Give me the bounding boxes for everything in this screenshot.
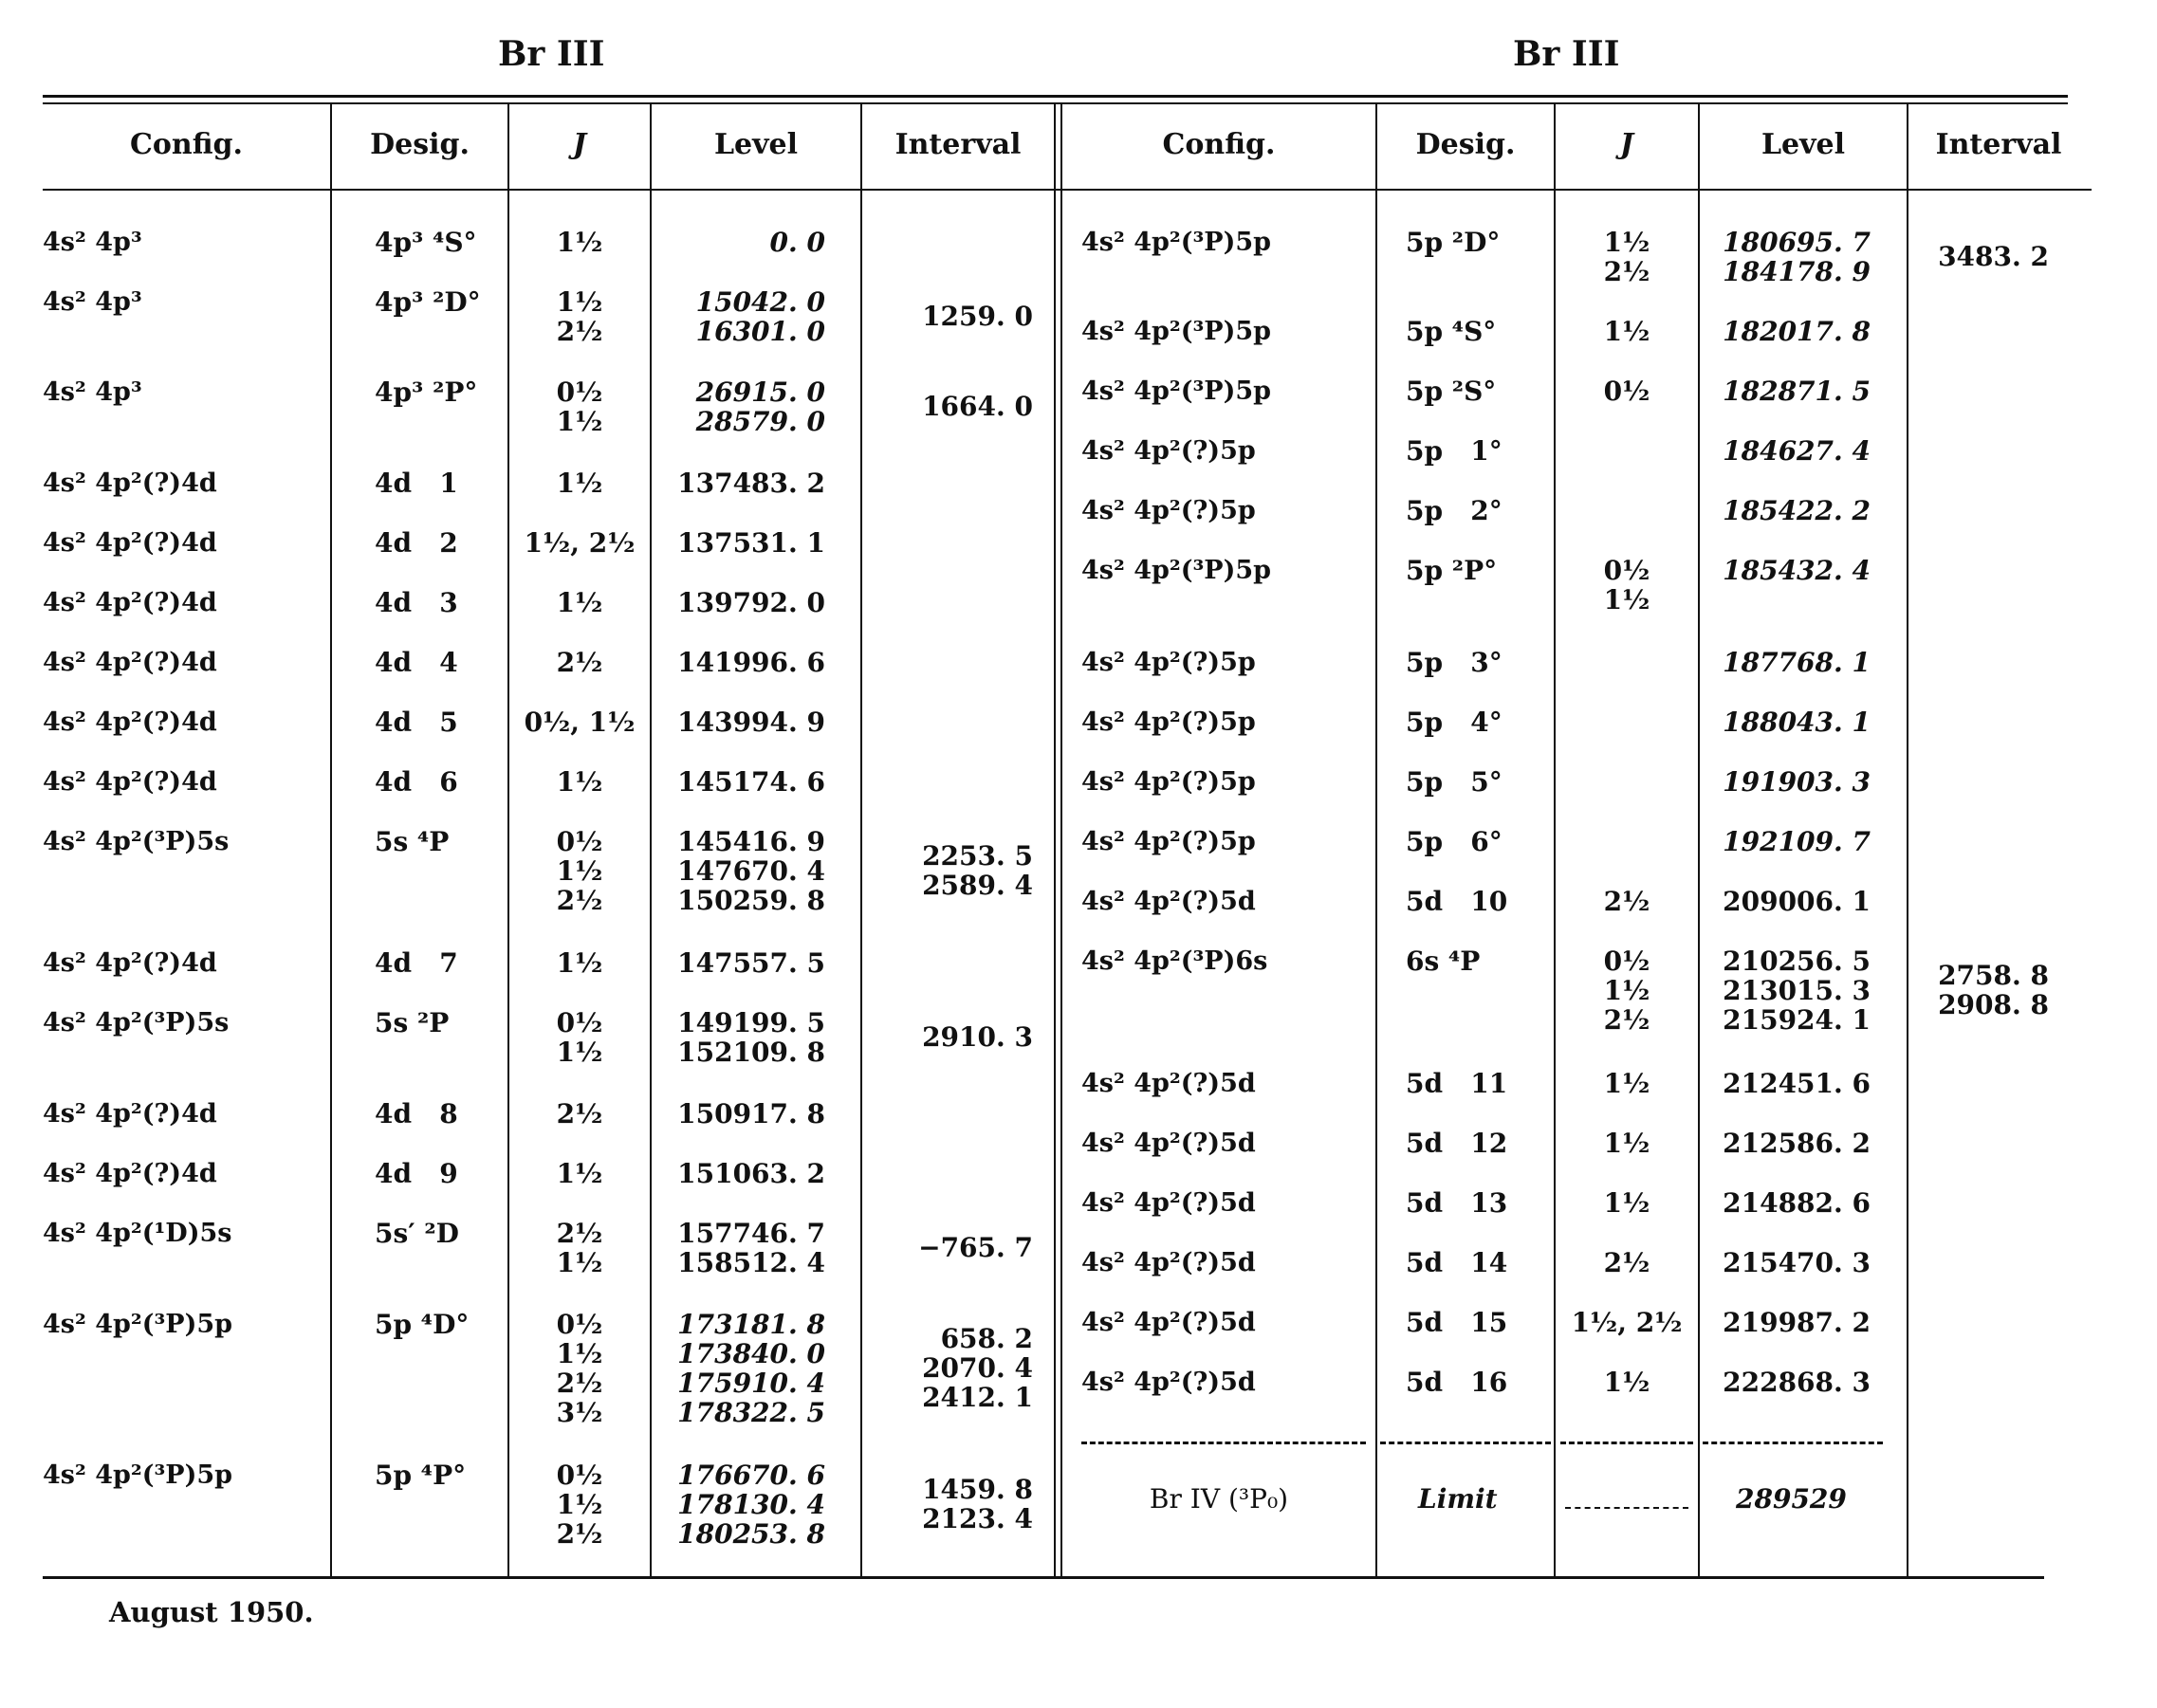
cell-j: 0½ 1½ 2½ 3½ (556, 1309, 603, 1428)
cell-level: 180695. 7 184178. 9 (1723, 227, 1871, 287)
cell-desig: 5p ⁴S° (1406, 316, 1497, 347)
cell-desig: 5p 4° (1406, 707, 1503, 738)
cell-level: 185432. 4 (1723, 555, 1871, 586)
cell-config: 4s² 4p²(?)4d (43, 648, 217, 677)
cell-j: 1½ 2½ (1603, 227, 1650, 287)
column-divider (1907, 104, 1908, 1576)
cell-desig: 4d 9 (375, 1158, 458, 1189)
cell-config: 4s² 4p²(?)5p (1081, 767, 1256, 797)
cell-level: 209006. 1 (1723, 886, 1871, 917)
column-divider (330, 104, 332, 1576)
footer-date: August 1950. (109, 1596, 314, 1628)
cell-config: 4s² 4p²(³P)5p (43, 1460, 233, 1490)
cell-desig: 4p³ ²D° (375, 286, 481, 318)
cell-desig: 5d 15 (1406, 1307, 1508, 1338)
cell-desig: 5s ⁴P (375, 826, 450, 857)
cell-desig: 4p³ ⁴S° (375, 227, 477, 258)
cell-j: 1½, 2½ (1571, 1307, 1683, 1338)
cell-desig: 5p ⁴D° (375, 1309, 470, 1340)
cell-desig: 5d 10 (1406, 886, 1508, 917)
cell-j: 1½ (1603, 1367, 1650, 1398)
cell-level: 187768. 1 (1723, 647, 1871, 678)
cell-interval: 2758. 8 2908. 8 (1938, 960, 2049, 1020)
cell-desig: 5p 1° (1406, 435, 1503, 467)
cell-level: 137483. 2 (677, 468, 825, 499)
cell-level: 15042. 0 16301. 0 (695, 286, 825, 347)
cell-config: 4s² 4p²(?)5p (1081, 496, 1256, 525)
cell-level: 192109. 7 (1723, 826, 1871, 857)
cell-level: 157746. 7 158512. 4 (677, 1218, 825, 1278)
cell-interval: 658. 2 2070. 4 2412. 1 (922, 1323, 1033, 1413)
cell-j: 0½ 1½ (556, 376, 603, 437)
limit-level: 289529 (1736, 1483, 1847, 1515)
cell-desig: 4d 1 (375, 468, 458, 499)
cell-desig: 5p 6° (1406, 826, 1503, 857)
cell-level: 222868. 3 (1723, 1367, 1871, 1398)
limit-separator (1380, 1442, 1551, 1444)
cell-desig: 5d 16 (1406, 1367, 1508, 1398)
cell-level: 0. 0 (769, 227, 825, 258)
cell-j: 0½ 1½ 2½ (556, 826, 603, 916)
cell-config: 4s² 4p³ (43, 287, 142, 317)
cell-level: 212586. 2 (1723, 1128, 1871, 1159)
cell-config: 4s² 4p²(?)5d (1081, 1069, 1256, 1098)
cell-desig: 5p ²S° (1406, 376, 1497, 407)
cell-config: 4s² 4p²(?)5d (1081, 1308, 1256, 1337)
header-interval: Interval (1935, 128, 2062, 161)
cell-level: 147557. 5 (677, 947, 825, 979)
right-table-title: Br III (1513, 34, 1620, 74)
cell-config: 4s² 4p²(?)4d (43, 468, 217, 498)
cell-desig: 5p 3° (1406, 647, 1503, 678)
cell-level: 150917. 8 (677, 1098, 825, 1129)
header-desig: Desig. (1415, 128, 1516, 161)
bottom-rule (43, 1576, 2044, 1579)
cell-j: 1½ (556, 766, 603, 798)
cell-config: 4s² 4p²(?)5p (1081, 827, 1256, 856)
cell-interval: −765. 7 (918, 1232, 1033, 1263)
cell-j: 1½ (1603, 316, 1650, 347)
cell-desig: 4d 4 (375, 647, 458, 678)
cell-j: 0½, 1½ (524, 707, 636, 738)
cell-desig: 5s ²P (375, 1007, 450, 1038)
cell-desig: 5d 12 (1406, 1128, 1508, 1159)
cell-j: 1½ (1603, 1187, 1650, 1219)
cell-level: 176670. 6 178130. 4 180253. 8 (677, 1460, 825, 1550)
limit-config: Br IV (³P₀) (1149, 1483, 1289, 1515)
cell-level: 149199. 5 152109. 8 (677, 1007, 825, 1068)
cell-level: 191903. 3 (1723, 766, 1871, 798)
cell-j: 1½ (556, 1158, 603, 1189)
cell-config: 4s² 4p³ (43, 228, 142, 257)
cell-j: 0½ 1½ (556, 1007, 603, 1068)
limit-separator (1703, 1442, 1883, 1444)
cell-desig: 5p 2° (1406, 495, 1503, 526)
cell-j: 1½, 2½ (524, 527, 636, 559)
cell-desig: 4d 2 (375, 527, 458, 559)
column-divider (1375, 104, 1377, 1576)
cell-config: 4s² 4p²(³P)5s (43, 1008, 230, 1038)
limit-separator (1560, 1442, 1693, 1444)
cell-desig: 4d 6 (375, 766, 458, 798)
cell-interval: 1664. 0 (922, 391, 1033, 422)
cell-j: 2½ (1603, 886, 1650, 917)
cell-j: 2½ (556, 1098, 603, 1129)
header-rule (43, 189, 2092, 191)
cell-desig: 4d 3 (375, 587, 458, 618)
cell-j: 1½ (556, 947, 603, 979)
cell-level: 145416. 9 147670. 4 150259. 8 (677, 826, 825, 916)
cell-level: 173181. 8 173840. 0 175910. 4 178322. 5 (677, 1309, 825, 1428)
header-config: Config. (130, 128, 243, 161)
cell-config: 4s² 4p³ (43, 377, 142, 407)
cell-desig: 4d 8 (375, 1098, 458, 1129)
cell-config: 4s² 4p²(?)5d (1081, 1368, 1256, 1397)
cell-config: 4s² 4p²(³P)6s (1081, 946, 1268, 976)
cell-j: 0½ 1½ 2½ (556, 1460, 603, 1550)
limit-separator (1081, 1442, 1366, 1444)
cell-config: 4s² 4p²(³P)5p (1081, 228, 1272, 257)
cell-j: 2½ (556, 647, 603, 678)
cell-level: 26915. 0 28579. 0 (695, 376, 825, 437)
cell-config: 4s² 4p²(³P)5p (1081, 376, 1272, 406)
cell-level: 184627. 4 (1723, 435, 1871, 467)
cell-level: 182871. 5 (1723, 376, 1871, 407)
top-rule (43, 95, 2068, 98)
cell-config: 4s² 4p²(?)4d (43, 528, 217, 558)
cell-level: 143994. 9 (677, 707, 825, 738)
cell-config: 4s² 4p²(³P)5s (43, 827, 230, 856)
header-config: Config. (1162, 128, 1276, 161)
cell-desig: 6s ⁴P (1406, 946, 1481, 977)
cell-level: 145174. 6 (677, 766, 825, 798)
cell-interval: 2253. 5 2589. 4 (922, 840, 1033, 901)
header-level: Level (713, 128, 799, 161)
cell-desig: 5s′ ²D (375, 1218, 459, 1249)
cell-config: 4s² 4p²(?)5d (1081, 887, 1256, 916)
cell-j: 0½ (1603, 376, 1650, 407)
cell-desig: 5p ²D° (1406, 227, 1501, 258)
table-split-divider (1060, 104, 1062, 1576)
cell-level: 151063. 2 (677, 1158, 825, 1189)
header-desig: Desig. (370, 128, 470, 161)
cell-desig: 4d 7 (375, 947, 458, 979)
cell-level: 185422. 2 (1723, 495, 1871, 526)
cell-j: 1½ (556, 468, 603, 499)
cell-desig: 5d 11 (1406, 1068, 1508, 1099)
cell-config: 4s² 4p²(?)5p (1081, 648, 1256, 677)
cell-desig: 5d 13 (1406, 1187, 1508, 1219)
cell-interval: 1459. 8 2123. 4 (922, 1474, 1033, 1534)
cell-config: 4s² 4p²(?)5d (1081, 1188, 1256, 1218)
cell-desig: 4d 5 (375, 707, 458, 738)
cell-j: 1½ (1603, 1068, 1650, 1099)
cell-config: 4s² 4p²(?)4d (43, 948, 217, 978)
left-table-title: Br III (498, 34, 605, 74)
cell-config: 4s² 4p²(?)5p (1081, 436, 1256, 466)
cell-interval: 3483. 2 (1938, 241, 2049, 272)
cell-j: 1½ (556, 227, 603, 258)
cell-j: 1½ (1603, 1128, 1650, 1159)
cell-config: 4s² 4p²(³P)5p (43, 1310, 233, 1339)
cell-desig: 5p 5° (1406, 766, 1503, 798)
cell-level: 212451. 6 (1723, 1068, 1871, 1099)
header-level: Level (1761, 128, 1846, 161)
cell-j: 1½ (556, 587, 603, 618)
cell-interval: 2910. 3 (922, 1021, 1033, 1053)
cell-interval: 1259. 0 (922, 301, 1033, 332)
header-interval: Interval (894, 128, 1022, 161)
cell-config: 4s² 4p²(?)4d (43, 767, 217, 797)
header-j: J (1619, 128, 1634, 161)
cell-level: 214882. 6 (1723, 1187, 1871, 1219)
cell-level: 210256. 5 213015. 3 215924. 1 (1723, 946, 1871, 1036)
cell-j: 0½ 1½ (1603, 555, 1650, 615)
limit-j-dash (1565, 1507, 1688, 1509)
cell-level: 188043. 1 (1723, 707, 1871, 738)
cell-desig: 5p ²P° (1406, 555, 1498, 586)
cell-level: 141996. 6 (677, 647, 825, 678)
cell-config: 4s² 4p²(?)4d (43, 1099, 217, 1129)
cell-j: 2½ (1603, 1247, 1650, 1278)
cell-level: 219987. 2 (1723, 1307, 1871, 1338)
cell-config: 4s² 4p²(¹D)5s (43, 1219, 232, 1248)
cell-level: 182017. 8 (1723, 316, 1871, 347)
header-j: J (572, 128, 587, 161)
cell-j: 0½ 1½ 2½ (1603, 946, 1650, 1036)
cell-level: 137531. 1 (677, 527, 825, 559)
cell-level: 139792. 0 (677, 587, 825, 618)
cell-j: 2½ 1½ (556, 1218, 603, 1278)
cell-config: 4s² 4p²(?)4d (43, 588, 217, 617)
cell-desig: 5d 14 (1406, 1247, 1508, 1278)
table-split-divider (1054, 104, 1056, 1576)
cell-level: 215470. 3 (1723, 1247, 1871, 1278)
cell-config: 4s² 4p²(³P)5p (1081, 556, 1272, 585)
cell-config: 4s² 4p²(?)4d (43, 1159, 217, 1188)
cell-config: 4s² 4p²(?)4d (43, 707, 217, 737)
cell-j: 1½ 2½ (556, 286, 603, 347)
cell-desig: 5p ⁴P° (375, 1460, 467, 1491)
cell-config: 4s² 4p²(?)5d (1081, 1129, 1256, 1158)
cell-config: 4s² 4p²(?)5p (1081, 707, 1256, 737)
cell-config: 4s² 4p²(?)5d (1081, 1248, 1256, 1277)
cell-config: 4s² 4p²(³P)5p (1081, 317, 1272, 346)
limit-desig: Limit (1418, 1483, 1498, 1515)
cell-desig: 4p³ ²P° (375, 376, 478, 408)
